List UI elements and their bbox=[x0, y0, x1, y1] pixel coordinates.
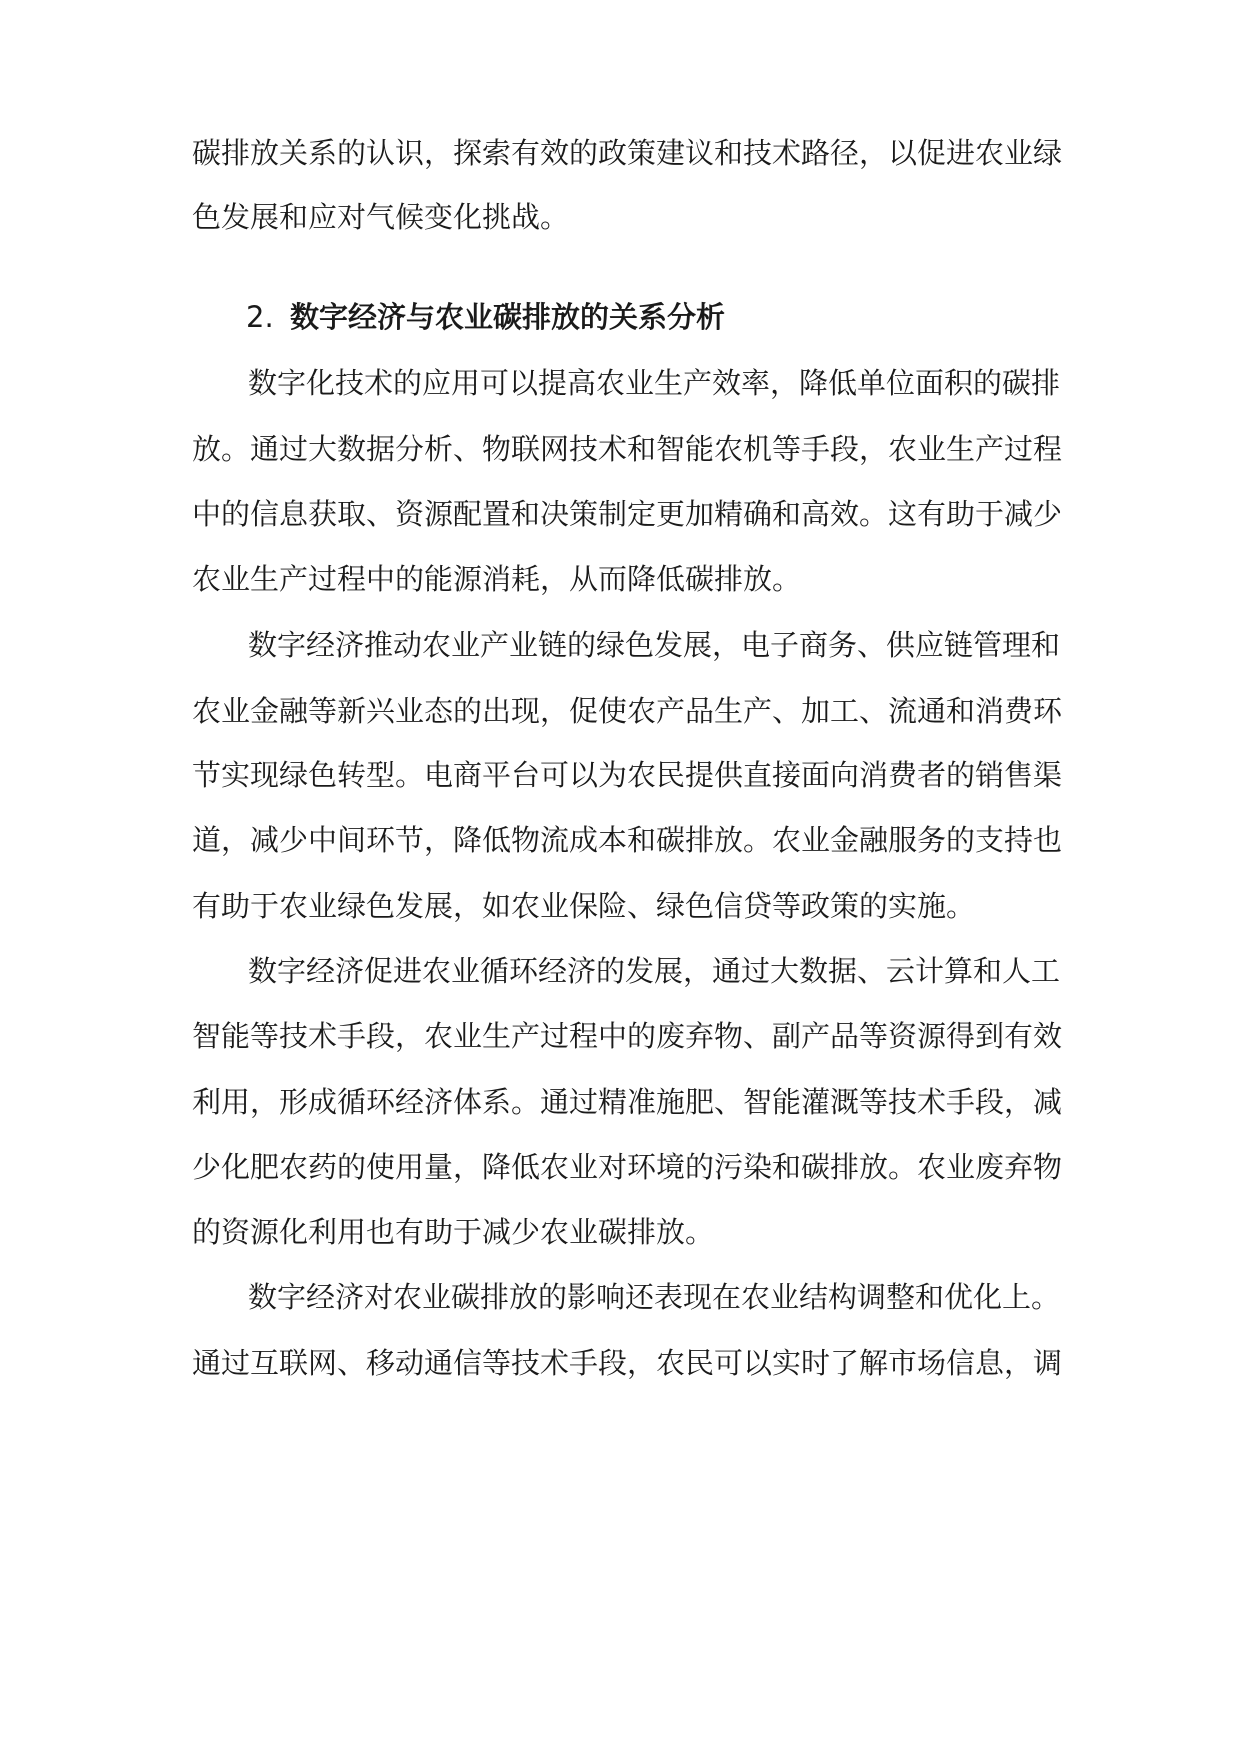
continuation-line-2: 色发展和应对气候变化挑战。 bbox=[192, 200, 570, 234]
paragraph-3-line-2: 智能等技术手段，农业生产过程中的废弃物、副产品等资源得到有效 bbox=[192, 1019, 1063, 1053]
paragraph-1-line-4: 农业生产过程中的能源消耗，从而降低碳排放。 bbox=[192, 562, 802, 596]
paragraph-4-line-2: 通过互联网、移动通信等技术手段，农民可以实时了解市场信息，调 bbox=[192, 1346, 1063, 1380]
paragraph-2-line-3: 节实现绿色转型。电商平台可以为农民提供直接面向消费者的销售渠 bbox=[192, 758, 1063, 792]
continuation-line-1: 碳排放关系的认识，探索有效的政策建议和技术路径，以促进农业绿 bbox=[192, 136, 1063, 170]
section-number: 2. bbox=[246, 300, 274, 334]
section-title: 数字经济与农业碳排放的关系分析 bbox=[290, 300, 726, 334]
paragraph-1-line-2: 放。通过大数据分析、物联网技术和智能农机等手段，农业生产过程 bbox=[192, 432, 1063, 466]
paragraph-3-line-1: 数字经济促进农业循环经济的发展，通过大数据、云计算和人工 bbox=[248, 954, 1061, 988]
paragraph-3-line-4: 少化肥农药的使用量，降低农业对环境的污染和碳排放。农业废弃物 bbox=[192, 1150, 1063, 1184]
paragraph-2-line-2: 农业金融等新兴业态的出现，促使农产品生产、加工、流通和消费环 bbox=[192, 694, 1063, 728]
paragraph-1-line-3: 中的信息获取、资源配置和决策制定更加精确和高效。这有助于减少 bbox=[192, 497, 1063, 531]
paragraph-2-line-1: 数字经济推动农业产业链的绿色发展，电子商务、供应链管理和 bbox=[248, 628, 1061, 662]
section-heading bbox=[246, 297, 725, 337]
paragraph-3-line-5: 的资源化利用也有助于减少农业碳排放。 bbox=[192, 1215, 715, 1249]
paragraph-4-line-1: 数字经济对农业碳排放的影响还表现在农业结构调整和优化上。 bbox=[248, 1280, 1061, 1314]
paragraph-2-line-4: 道，减少中间环节，降低物流成本和碳排放。农业金融服务的支持也 bbox=[192, 823, 1063, 857]
paragraph-3-line-3: 利用，形成循环经济体系。通过精准施肥、智能灌溉等技术手段，减 bbox=[192, 1085, 1063, 1119]
paragraph-1-line-1: 数字化技术的应用可以提高农业生产效率，降低单位面积的碳排 bbox=[248, 366, 1061, 400]
paragraph-2-line-5: 有助于农业绿色发展，如农业保险、绿色信贷等政策的实施。 bbox=[192, 889, 976, 923]
